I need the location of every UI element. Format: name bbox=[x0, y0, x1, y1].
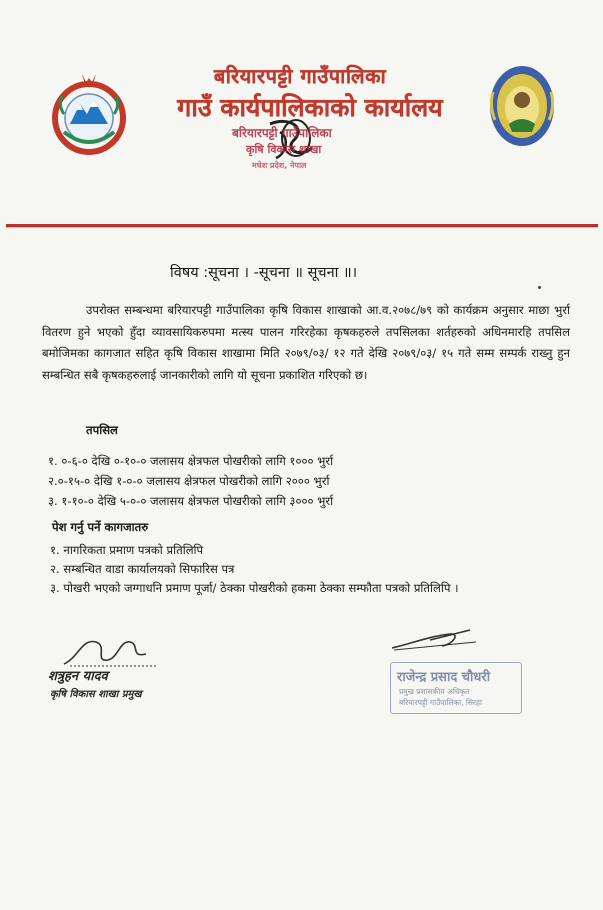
municipality-logo bbox=[487, 62, 557, 148]
notice-paragraph bbox=[42, 300, 570, 386]
documents-list bbox=[50, 541, 459, 598]
list-item: ३. १-१०-० देखि ५-०-० जलासय क्षेत्रफल पोखरीको लागि ३००० भुर्रा bbox=[48, 494, 334, 508]
tapasil-heading: तपसिल bbox=[86, 423, 118, 437]
center-stamp-line: बरियारपट्टी गाउँपालिका bbox=[232, 126, 332, 140]
list-item: १. नागरिकता प्रमाण पत्रको प्रतिलिपि bbox=[50, 543, 204, 557]
list-item: ३. पोखरी भएको जग्गाधनि प्रमाण पूर्जा/ ठेक्का पोखरीको हकमा ठेक्का सम्फौता पत्रको प्रतिलिपि । bbox=[50, 581, 459, 595]
center-stamp-line: कृषि विकास शाखा bbox=[246, 143, 322, 156]
notice-paragraph-text: उपरोक्त सम्बन्धमा बरियारपट्टी गाउँपालिका कृषि विकास शाखाको आ.व.२०७८/७९ को कार्यक्रम अनुसार माछा भुर्रा वितरण हुने भएको हुँदा व्यावसायिकरुपमा मत्स्य पालन गरिरहेका कृषकहरुले तपसिलका शर्तहरुको अधिनमारहि तपसिल बमोजिमका कागजात सहित कृषि विकास शाखामा मिति २०७९/०३/ १२ गते देखि २०७९/०३/ १५ गते सम्म सम्पर्क राख्नु हुन सम्बन्धित सबै कृषकहरुलाई जानकारीको लागि यो सूचना प्रकाशित गरिएको छ। bbox=[42, 303, 570, 382]
header-divider-shadow bbox=[6, 227, 598, 228]
office-title-sub: गाउँ कार्यपालिकाको कार्यालय bbox=[177, 93, 443, 122]
list-item: २.०-१५-० देखि १-०-० जलासय क्षेत्रफल पोखरीको लागि २००० भुर्रा bbox=[48, 474, 330, 488]
officer-stamp bbox=[390, 662, 522, 714]
notice-subject: विषय :सूचना । -सूचना ॥ सूचना ॥। bbox=[170, 265, 358, 281]
list-item: २. सम्बन्धित वाडा कार्यालयको सिफारिस पत्र bbox=[50, 562, 235, 576]
list-item: १. ०-६-० देखि ०-१०-० जलासय क्षेत्रफल पोखरीको लागि १००० भुर्रा bbox=[48, 454, 334, 468]
officer-stamp-line: प्रमुख प्रशासकीय अधिकृत bbox=[399, 687, 470, 696]
officer-stamp-line: राजेन्द्र प्रसाद चौधरी bbox=[397, 670, 491, 685]
center-stamp-line: मधेश प्रदेश, नेपाल bbox=[252, 161, 307, 170]
tapasil-list bbox=[48, 451, 333, 511]
signatory-name: शत्रुहन यादव bbox=[48, 669, 108, 684]
officer-signature bbox=[390, 626, 480, 652]
documents-heading: पेश गर्नु पर्ने कागजातरु bbox=[52, 520, 149, 534]
office-title-main: बरियारपट्टी गाउँपालिका bbox=[213, 64, 387, 88]
signatory-title: कृषि विकास शाखा प्रमुख bbox=[50, 689, 142, 700]
ink-speck bbox=[538, 286, 541, 289]
officer-stamp-line: बरियारपट्टी गाउँपालिका, सिरहा bbox=[399, 698, 482, 707]
